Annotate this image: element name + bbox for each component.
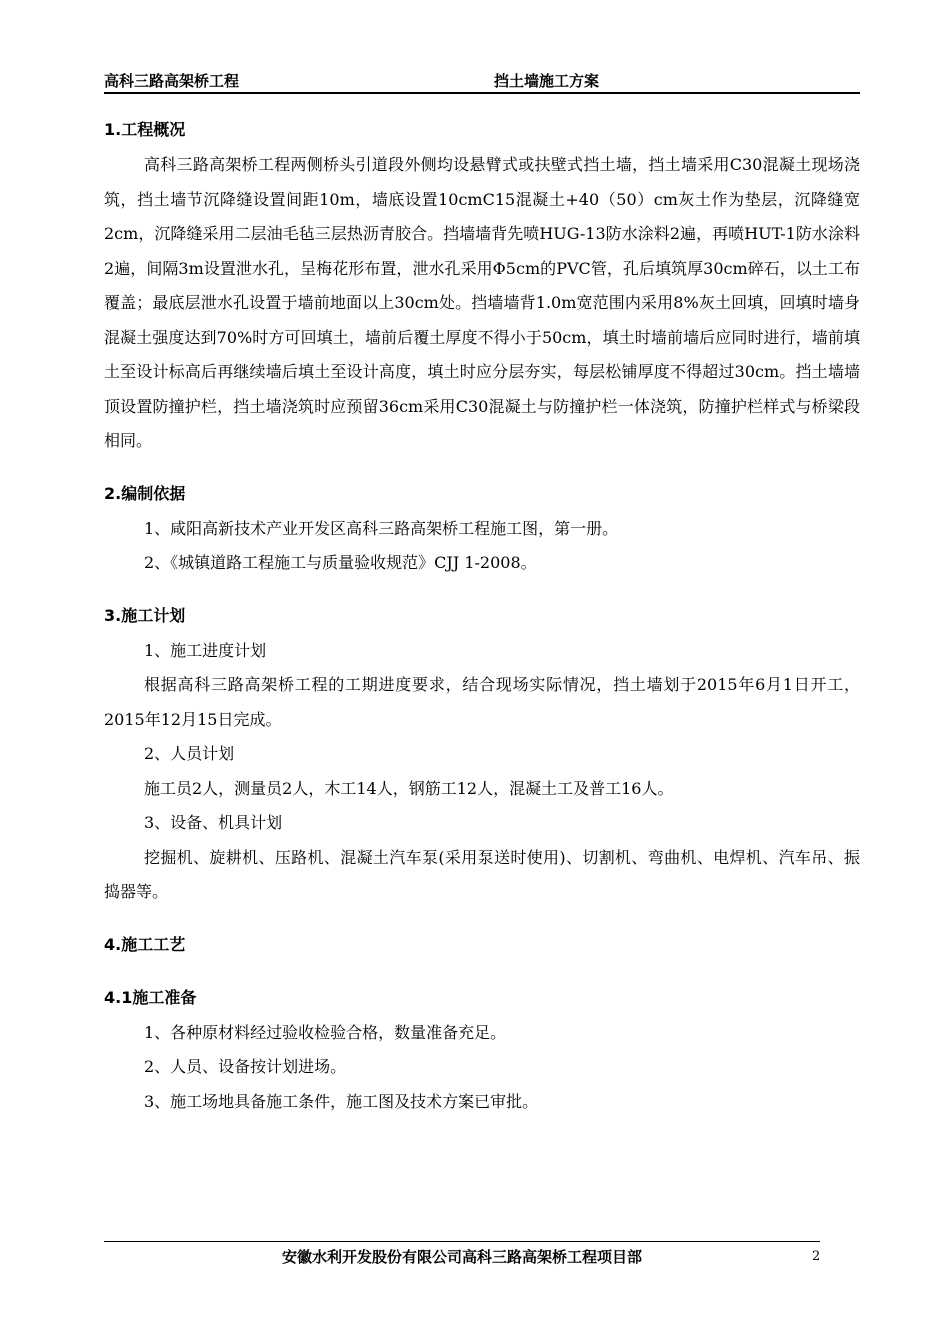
page-number: 2 — [812, 1249, 821, 1264]
section-3-sub2-heading: 2、人员计划 — [144, 744, 235, 763]
section-1-paragraph: 高科三路高架桥工程两侧桥头引道段外侧均设悬臂式或扶壁式挡土墙，挡土墙采用C30混凝土现场浇筑，挡土墙节沉降缝设置间距10m，墙底设置10cmC15混凝土+40（50）cm灰土作为垫层，沉降缝宽2cm，沉降缝采用二层油毛毡三层热沥青胶合。挡墙墙背先喷HUG-13防水涂料2遍，再喷HUT-1防水涂料2遍，间隔3m设置泄水孔，呈梅花形布置，泄水孔采用Φ5cm的PVC管，孔后填筑厚30cm碎石，以土工布覆盖；最底层泄水孔设置于墙前地面以上30cm处。挡墙墙背1.0m宽范围内采用8%灰土回填，回填时墙身混凝土强度达到70%时方可回填土，墙前后覆土厚度不得小于50cm，填土时墙前墙后应同时进行，墙前填土至设计标高后再继续墙后填土至设计高度，填土时应分层夯实，每层松铺厚度不得超过30cm。挡土墙墙顶设置防撞护栏，挡土墙浇筑时应预留36cm采用C30混凝土与防撞护栏一体浇筑，防撞护栏样式与桥梁段相同。 — [104, 155, 860, 450]
document-body — [104, 112, 860, 1119]
section-3-sub3-heading: 3、设备、机具计划 — [144, 813, 283, 832]
footer-company: 安徽水利开发股份有限公司高科三路高架桥工程项目部 — [281, 1248, 642, 1266]
page-header — [104, 66, 860, 94]
section-4-heading: 4.施工工艺 — [104, 934, 186, 954]
header-document-title: 挡土墙施工方案 — [494, 72, 600, 90]
section-3-sub1-text: 根据高科三路高架桥工程的工期进度要求，结合现场实际情况，挡土墙划于2015年6月1日开工，2015年12月15日完成。 — [104, 675, 860, 729]
section-3-sub2-text: 施工员2人，测量员2人，木工14人，钢筋工12人，混凝土工及普工16人。 — [144, 778, 674, 798]
header-project-name: 高科三路高架桥工程 — [104, 72, 240, 90]
section-4-1-item: 3、施工场地具备施工条件，施工图及技术方案已审批。 — [144, 1091, 539, 1111]
section-2-item: 2、《城镇道路工程施工与质量验收规范》CJJ 1-2008。 — [144, 553, 537, 572]
section-3-sub1-heading: 1、施工进度计划 — [144, 640, 267, 660]
section-3-heading: 3.施工计划 — [104, 605, 186, 625]
section-4-1-item: 1、各种原材料经过验收检验合格，数量准备充足。 — [144, 1022, 507, 1042]
section-1-heading: 1.工程概况 — [104, 120, 186, 139]
section-4-1-item: 2、人员、设备按计划进场。 — [144, 1057, 347, 1076]
section-3-sub3-text: 挖掘机、旋耕机、压路机、混凝土汽车泵(采用泵送时使用)、切割机、弯曲机、电焊机、汽车吊、振捣器等。 — [104, 847, 860, 901]
footer-divider — [104, 1241, 820, 1242]
section-2-item: 1、咸阳高新技术产业开发区高科三路高架桥工程施工图，第一册。 — [144, 518, 619, 538]
section-4-1-heading: 4.1施工准备 — [104, 987, 197, 1007]
section-2-heading: 2.编制依据 — [104, 483, 186, 503]
